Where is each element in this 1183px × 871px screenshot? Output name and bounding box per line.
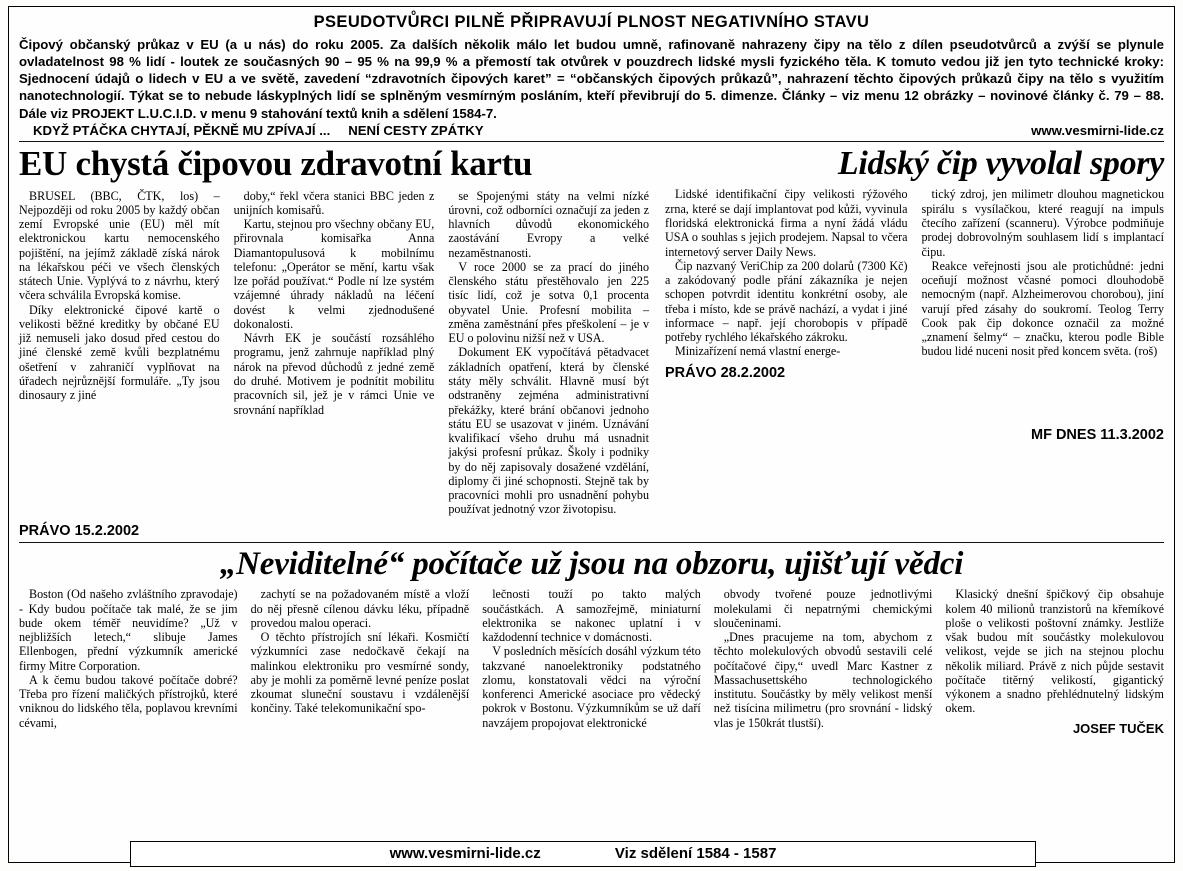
article-bottom-col-3: [482, 587, 701, 736]
article-left-columns: [19, 189, 649, 517]
paragraph: „Dnes pracujeme na tom, abychom z těchto molekulových obvodů sestavili celé počítačové čipy,“ uvedl Marc Kastner z Massachusettského technologického institutu. Součástky by měly velikost menší než tisícina milimetru (pro srovnání - lidský vlas je 150krát tlustší).: [713, 630, 933, 730]
paragraph: Reakce veřejnosti jsou ale protichůdné: jedni oceňují možnost včasné pomoci dlouhodobě nemocným (např. Alzheimerovou chorobou), jiní varují před zásahy do soukromí. Teolog Terry Cook pak čip dokonce označil za možné „znamení šelmy“ – značku, kterou podle Bible budou lidé nuceni nosit před koncem světa. (roš): [921, 258, 1164, 359]
paragraph: O těchto přístrojích sní lékaři. Kosmičtí výzkumníci zase nedočkavě čekají na malinkou elektroniku pro vesmírné sondy, aby je mohli za poměrně levné peníze poslat zkoumat sluneční soustavu i vzdálenější končiny. Také telekomunikační spo-: [250, 630, 470, 716]
article-left-col-2: [234, 189, 435, 517]
top-articles-row: [19, 144, 1164, 539]
intro-footer-line: [19, 123, 1164, 138]
article-eu-health-card: [19, 144, 659, 539]
paragraph: se Spojenými státy na velmi nízké úrovni, což odborníci označují za jeden z hlavních důvodů ekonomického zaostávání Evropy a velké nezaměstnanosti.: [448, 188, 650, 260]
paragraph: Kartu, stejnou pro všechny občany EU, přirovnala komisařka Anna Diamantopulusová k mobilnímu telefonu: „Operátor se mění, kartu však lze pořád používat.“ Podle ní lze systém vzájemné úhrady nákladů na léčení dovést k velmi zjednodušené dokonalosti.: [233, 217, 435, 331]
footer-note: Viz sdělení 1584 - 1587: [614, 845, 777, 862]
intro-website[interactable]: www.vesmirni-lide.cz: [1031, 122, 1164, 138]
page-footer: [130, 841, 1036, 867]
paragraph: Návrh EK je součástí rozsáhlého programu, jenž zahrnuje například plný nárok na převod důchodů z jedné země do druhé. Motivem je podnítit mobilitu pracovních sil, jež je v rámci Unie ve srovnání například: [233, 331, 435, 417]
paragraph: Čip nazvaný VeriChip za 200 dolarů (7300 Kč) a zakódovaný podle přání zákazníka je nejen schopen potvrdit identitu konkrétní osoby, ale třeba i místo, kde se právě nachází, a vydat i jiné informace – např. její chorobopis v případě potřeby rychlého lékařského zákroku.: [665, 258, 908, 345]
article-bottom-byline: JOSEF TUČEK: [1072, 720, 1164, 736]
article-title-left: EU chystá čipovou zdravotní kartu: [19, 143, 533, 183]
paragraph: tický zdroj, jen milimetr dlouhou magnetickou spirálu s vysílačkou, které reagují na impuls čtecího zařízení (scanneru). Výrobce podmiňuje prodej dobrovolným souhlasem lidí s implantací čipu.: [921, 187, 1164, 259]
article-bottom-col-4: [714, 587, 933, 736]
divider-top: [19, 141, 1164, 142]
paragraph: Minizařízení nemá vlastní energe-: [675, 344, 841, 359]
paragraph: lečnosti touží po takto malých součástkách. A samozřejmě, miniaturní elektronika se nakonec uplatní i v každodenní technice v domácnosti.: [482, 587, 701, 645]
paragraph: obvody tvořené pouze jednotlivými molekulami či nepatrnými chemickými sloučeninami.: [713, 587, 933, 630]
article-right-source: PRÁVO 28.2.2002: [665, 364, 786, 381]
article-right-col-2: [922, 187, 1165, 358]
article-invisible-computers: [19, 547, 1164, 736]
intro-slogan-2: NENÍ CESTY ZPÁTKY: [348, 122, 484, 138]
article-left-col-3: [448, 189, 649, 517]
document-frame: [8, 6, 1175, 863]
article-left-col-1: [19, 189, 220, 517]
article-right-columns: [665, 187, 1164, 358]
article-left-source: PRÁVO 15.2.2002: [19, 522, 140, 539]
paragraph: Boston (Od našeho zvláštního zpravodaje) - Kdy budou počítače tak malé, že se jim bude okem téměř neuvidíme? „Už v nejbližších letech,“ slibuje James Ellenbogen, přední výzkumník americké firmy Mitre Corporation.: [19, 587, 238, 673]
divider-bottom: [19, 542, 1164, 543]
paragraph: zachytí se na požadovaném místě a vloží do něj přesně cílenou dávku léku, případně provedou malou operaci.: [250, 587, 470, 630]
article-right-col-1: [665, 187, 908, 358]
article-bottom-columns: [19, 587, 1164, 736]
article-title-right: Lidský čip vyvolal spory: [837, 144, 1164, 182]
article-bottom-col-1: [19, 587, 238, 736]
article-title-bottom: „Neviditelné“ počítače už jsou na obzoru, ujišťují vědci: [219, 545, 964, 582]
paragraph: Dokument EK vypočítává pětadvacet základních opatření, která by členské státy měly schválit. Hlavně musí být odstraněny zejména administrativní překážky, které brání občanovi jednoho státu EU se usazovat v jiném. Uznávání kvalifikací všeho druhu má usnadnit jakýsi profesní průkaz. Školy i podniky by do něj zapisovaly dosažené vzdělání, diplomy či jiné schopnosti. Stejně tak by pracovníci mohli pro usnadnění pohybu používat jednotný vzor životopisu.: [448, 345, 650, 517]
paragraph: BRUSEL (BBC, ČTK, los) – Nejpozději od roku 2005 by každý občan zemí Evropské unie (EU) měl mít elektronickou kartu nemocenského pojištění, na jejímž základě získá nárok na lékařskou péči ve všech členských státech Unie. Vyplývá to z návrhu, který včera schválila Evropská komise.: [19, 188, 220, 303]
intro-slogan-1: KDYŽ PTÁČKA CHYTAJÍ, PĚKNĚ MU ZPÍVAJÍ ...: [33, 122, 331, 138]
paragraph: V roce 2000 se za prací do jiného členského státu přestěhovalo jen 225 tisíc lidí, což je sotva 0,1 procenta obyvatel Unie. Profesní mobilita – změna zaměstnání přes přeškolení – je v EU o polovinu nižší než v USA.: [448, 259, 650, 346]
footer-website[interactable]: www.vesmirni-lide.cz: [389, 845, 541, 862]
paragraph: A k čemu budou takové počítače dobré? Třeba pro řízení maličkých přístrojků, které vniknou do lidského těla, poplavou krevními cévami,: [19, 672, 238, 730]
paragraph: doby,“ řekl včera stanici BBC jeden z unijních komisařů.: [233, 188, 435, 217]
intro-paragraph: Čipový občanský průkaz v EU (a u nás) do roku 2005. Za dalších několik málo let budou umně, rafinovaně nahrazeny čipy na tělo z dílen pseudotvůrců a zvýší se plynule ovladatelnost 98 % lidí - loutek ze současných 90 – 95 % na 99,9 % a přemostí tak otvůrek v pouzdrech lidské mysli fyzického těla. K tomuto vedou již jen tyto technické kroky: Sjednocení údajů o lidech v EU a ve světě, zavedení “zdravotních čipových karet” = “občanských čipových průkazů”, nahrazení těchto čipových průkazů čipy na tělo s využitím nanotechnologií. Týkat se to nebude láskyplných lidí se splněným vesmírným posláním, kteří převibrují do 5. dimenze. Články – viz menu 12 obrázky – novinové články č. 79 – 88. Dále viz PROJEKT L.U.C.I.D. v menu 9 stahování textů knih a sdělení 1584-7.: [19, 37, 1164, 121]
article-human-chip: [659, 144, 1164, 539]
paragraph: V posledních měsících dosáhl výzkum této takzvané nanoelektroniky podstatného zlomu, konstatovali vědci na výroční konferenci Americké asociace pro vědecký pokrok v Bostonu. Výzkumníkům se už daří navzájem propojovat elektronické: [482, 644, 701, 730]
article-bottom-col-2: [251, 587, 470, 736]
article-bottom-col-5: [945, 587, 1164, 736]
paragraph: Díky elektronické čipové kartě o velikosti běžné kreditky by občané EU již nemuseli jako dosud před cestou do jiné členské země kvůli bezplatnému ošetření v zahraničí vyplňovat na úřadech nejrůznější formuláře. „Ty jsou dinosaury z jiné: [19, 302, 220, 403]
article-right-source-secondary: MF DNES 11.3.2002: [1031, 426, 1164, 443]
paragraph: Lidské identifikační čipy velikosti rýžového zrna, které se dají implantovat pod kůži, vyvinula floridská elektronická firma a nyní žádá vládu USA o souhlas s jejich prodejem. Napsal to včera internetový server Daily News.: [665, 187, 908, 259]
page-banner-title: PSEUDOTVŮRCI PILNĚ PŘIPRAVUJÍ PLNOST NEGATIVNÍHO STAVU: [313, 13, 870, 31]
paragraph: Klasický dnešní špičkový čip obsahuje kolem 40 milionů tranzistorů na křemíkové ploše o velikosti poštovní známky. Jestliže však budou mít součástky molekulovou velikost, vejde se jich na stejnou plochu několik miliard. Právě z nich půjde sestavit počítače titěrný velikostí, gigantický výkonem a snadno přehlédnutelný lidským okem.: [945, 587, 1164, 716]
